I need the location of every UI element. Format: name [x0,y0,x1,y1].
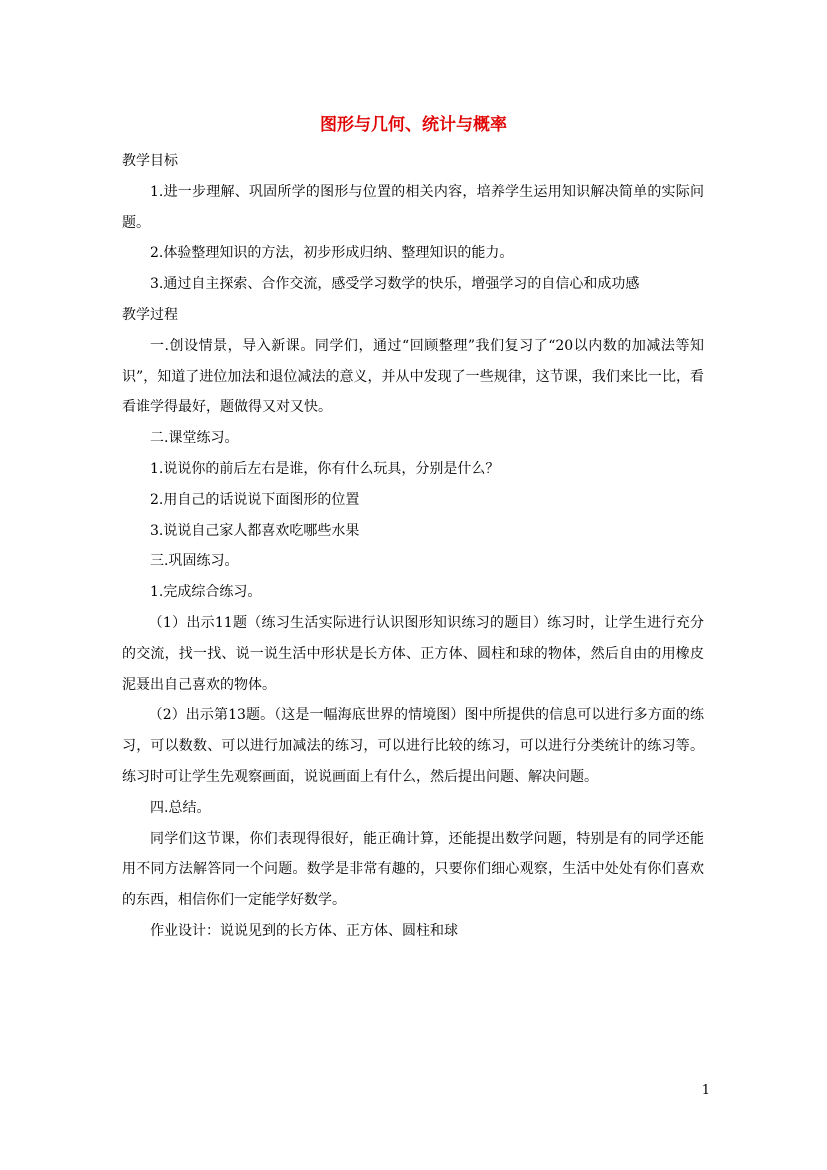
summary-paragraph: 同学们这节课，你们表现得很好，能正确计算，还能提出数学问题，特别是有的同学还能用不同方法解答同一个问题。数学是非常有趣的，只要你们细心观察，生活中处处有你们喜欢的东西，相信你们一定能学好数学。 [122,830,704,909]
section-heading-process: 教学过程 [122,306,178,323]
process-step-2-item-2: 2.用自己的话说说下面图形的位置 [150,491,360,508]
goal-item-2: 2.体验整理知识的方法，初步形成归纳、整理知识的能力。 [150,245,514,262]
homework-line: 作业设计：说说见到的长方体、正方体、圆柱和球 [150,922,458,939]
goal-item-1: 1.进一步理解、巩固所学的图形与位置的相关内容，培养学生运用知识解决简单的实际问题。 [122,183,704,231]
document-title: 图形与几何、统计与概率 [320,115,507,135]
section-heading-goals: 教学目标 [122,153,178,169]
process-step-4-title: 四.总结。 [150,799,211,816]
process-step-3-title: 三.巩固练习。 [150,553,239,570]
process-step-3-item-1: 1.完成综合练习。 [150,584,262,601]
process-step-2-item-1: 1.说说你的前后左右是谁，你有什么玩具，分别是什么？ [150,460,500,477]
process-step-3-sub-2: （2）出示第13题。（这是一幅海底世界的情境图）图中所提供的信息可以进行多方面的练习，可以数数、可以进行加减法的练习，可以进行比较的练习，可以进行分类统计的练习等。练习时可让学生先观察画面，说说画面上有什么，然后提出问题、解决问题。 [122,707,704,785]
document-body [122,146,704,947]
process-step-1: 一.创设情景，导入新课。同学们，通过“回顾整理”我们复习了“20以内数的加减法等知识”，知道了进位加法和退位减法的意义，并从中发现了一些规律，这节课，我们来比一比，看看谁学得最好，题做得又对又快。 [122,337,704,416]
process-step-2-title: 二.课堂练习。 [150,430,239,447]
process-step-2-item-3: 3.说说自己家人都喜欢吃哪些水果 [150,522,360,539]
process-step-3-sub-1: （1）出示11题（练习生活实际进行认识图形知识练习的题目）练习时，让学生进行充分的交流，找一找、说一说生活中形状是长方体、正方体、圆柱和球的物体，然后自由的用橡皮泥聂出自己喜欢的物体。 [122,614,704,693]
page-number: 1 [701,1083,710,1098]
goal-item-3: 3.通过自主探索、合作交流，感受学习数学的快乐，增强学习的自信心和成功感 [150,276,640,293]
